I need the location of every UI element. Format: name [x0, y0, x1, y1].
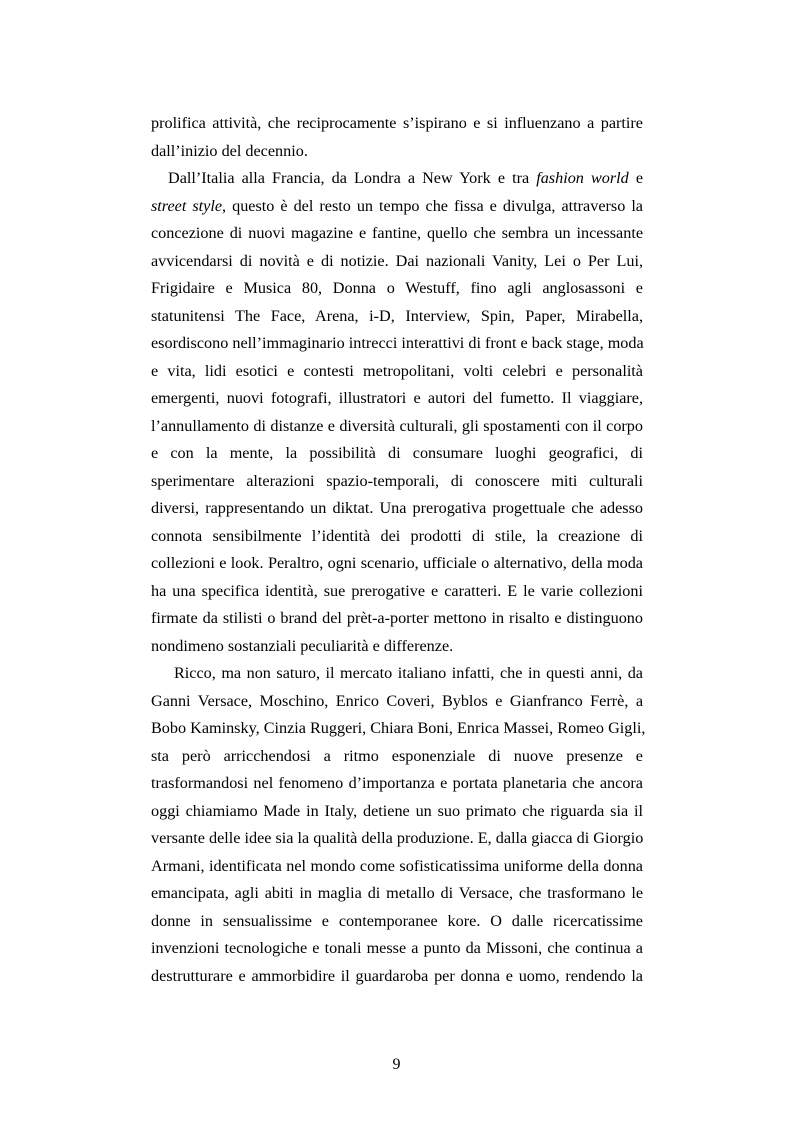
text-line: street style, questo è del resto un tempo che fissa e divulga, attraverso la [151, 196, 643, 215]
italic-phrase: street style [151, 196, 223, 215]
text-line: diversi, rappresentando un diktat. Una prerogativa progettuale che adesso [151, 499, 643, 517]
text-line: e con la mente, la possibilità di consumare luoghi geografici, di [151, 444, 643, 462]
text-line: esordiscono nell’immaginario intrecci interattivi di front e back stage, moda [151, 334, 644, 352]
text-line: Frigidaire e Musica 80, Donna o Westuff, fino agli anglosassoni e [151, 279, 643, 297]
text-line: e vita, lidi esotici e contesti metropolitani, volti celebri e personalità [151, 361, 643, 380]
text-line: avvicendarsi di novità e di notizie. Dai nazionali Vanity, Lei o Per Lui, [151, 251, 643, 270]
italic-phrase: fashion world [536, 169, 629, 187]
text-line: emergenti, nuovi fotografi, illustratori e autori del fumetto. Il viaggiare, [151, 389, 643, 407]
text-line: donne in sensualissime e contemporanee kore. O dalle ricercatissime [151, 911, 643, 930]
text-line: sperimentare alterazioni spazio-temporali, di conoscere miti culturali [151, 471, 643, 490]
text-line: l’annullamento di distanze e diversità culturali, gli spostamenti con il corpo [151, 416, 643, 435]
text-line: concezione di nuovi magazine e fantine, quello che sembra un incessante [151, 224, 643, 242]
text-line: nondimeno sostanziali peculiarità e differenze. [151, 636, 454, 655]
text-line: collezioni e look. Peraltro, ogni scenario, ufficiale o alternativo, della moda [151, 554, 643, 572]
body-text [151, 110, 646, 990]
text-line: Ricco, ma non saturo, il mercato italiano infatti, che in questi anni, da [174, 664, 643, 682]
text-line: Armani, identificata nel mondo come sofisticatissima uniforme della donna [151, 856, 643, 875]
text-line: prolifica attività, che reciprocamente s’ispirano e si influenzano a partire [151, 114, 643, 132]
text-line: Dall’Italia alla Francia, da Londra a New York e tra fashion world e [168, 169, 644, 187]
text-line: connota sensibilmente l’identità dei prodotti di stile, la creazione di [151, 526, 643, 545]
text-line: emancipata, agli abiti in maglia di metallo di Versace, che trasformano le [151, 884, 643, 902]
text-line: statunitensi The Face, Arena, i-D, Interview, Spin, Paper, Mirabella, [151, 306, 643, 325]
text-line: Bobo Kaminsky, Cinzia Ruggeri, Chiara Boni, Enrica Massei, Romeo Gigli, [151, 719, 646, 737]
text-line: firmate da stilisti o brand del prèt-a-porter mettono in risalto e distinguono [151, 609, 643, 627]
text-line: oggi chiamiamo Made in Italy, detiene un suo primato che riguarda sia il [151, 801, 643, 820]
text-line: destrutturare e ammorbidire il guardaroba per donna e uomo, rendendo la [151, 966, 643, 985]
text-line: invenzioni tecnologiche e tonali messe a punto da Missoni, che continua a [151, 939, 643, 957]
text-line: sta però arricchendosi a ritmo esponenziale di nuove presenze e [151, 746, 643, 765]
text-line: dall’inizio del decennio. [151, 141, 308, 160]
text-line: trasformandosi nel fenomeno d’importanza e portata planetaria che ancora [151, 774, 643, 792]
text-line: versante delle idee sia la qualità della produzione. E, dalla giacca di Giorgio [151, 829, 644, 847]
page-number: 9 [392, 1056, 401, 1073]
text-line: Ganni Versace, Moschino, Enrico Coveri, Byblos e Gianfranco Ferrè, a [151, 691, 643, 710]
text-line: ha una specifica identità, sue prerogative e caratteri. E le varie collezioni [151, 581, 643, 600]
